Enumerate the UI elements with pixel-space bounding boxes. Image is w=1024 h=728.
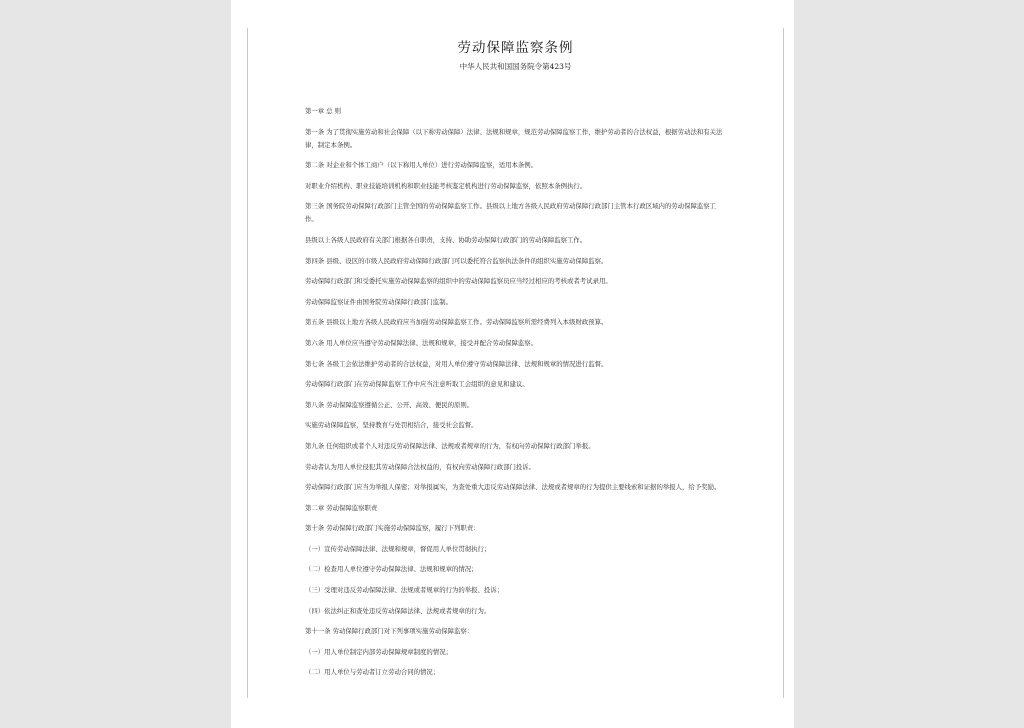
document-page: [247, 28, 784, 698]
document-paragraph: 县级以上各级人民政府有关部门根据各自职责，支持、协助劳动保障行政部门的劳动保障监察工作。: [305, 235, 587, 244]
document-paragraph: 劳动保障行政部门在劳动保障监察工作中应当注意听取工会组织的意见和建议。: [305, 380, 529, 389]
document-paragraph: （三）受理对违反劳动保障法律、法规或者规章的行为的举报、投诉；: [305, 586, 504, 595]
document-paragraph: 第六条 用人单位应当遵守劳动保障法律、法规和规章，接受并配合劳动保障监察。: [305, 338, 538, 347]
document-paragraph: 第九条 任何组织或者个人对违反劳动保障法律、法规或者规章的行为，有权向劳动保障行政部门举报。: [305, 441, 595, 450]
document-paragraph: 第一章 总 则: [305, 107, 342, 115]
document-paragraph: （四）依法纠正和查处违反劳动保障法律、法规或者规章的行为。: [305, 606, 491, 615]
document-paragraph: 对职业介绍机构、职业技能培训机构和职业技能考核鉴定机构进行劳动保障监察，依照本条例执行。: [305, 181, 587, 190]
document-subtitle: 中华人民共和国国务院令第423号: [459, 62, 572, 71]
document-paragraph: 第四条 县级、设区的市级人民政府劳动保障行政部门可以委托符合监察执法条件的组织实施劳动保障监察。: [305, 256, 608, 265]
document-paragraph: （二）检查用人单位遵守劳动保障法律、法规和规章的情况；: [305, 565, 478, 574]
document-paragraph: 实施劳动保障监察，坚持教育与处罚相结合，接受社会监督。: [305, 421, 478, 430]
document-paragraph: 第五条 县级以上地方各级人民政府应当加强劳动保障监察工作。劳动保障监察所需经费列入本级财政预算。: [305, 318, 608, 327]
document-paragraph: 第十一条 劳动保障行政部门对下列事项实施劳动保障监察：: [305, 627, 474, 636]
document-paragraph: （一）用人单位制定内部劳动保障规章制度的情况；: [305, 647, 452, 656]
document-paragraph: 第二章 劳动保障监察职责: [305, 503, 378, 512]
document-paragraph: 第三条 国务院劳动保障行政部门主管全国的劳动保障监察工作。县级以上地方各级人民政府劳动保障行政部门主管本行政区域内的劳动保障监察工作。: [305, 202, 717, 224]
document-paragraph: 劳动保障监察证件由国务院劳动保障行政部门监制。: [305, 297, 452, 306]
document-paragraph: （二）用人单位与劳动者订立劳动合同的情况；: [305, 668, 440, 677]
document-body: [305, 105, 725, 687]
document-paragraph: 第八条 劳动保障监察遵循公正、公开、高效、便民的原则。: [305, 400, 474, 409]
document-paragraph: 劳动保障行政部门和受委托实施劳动保障监察的组织中的劳动保障监察员应当经过相应的考核或者考试录用。: [305, 277, 612, 286]
document-paragraph: 第二条 对企业和个体工商户（以下称用人单位）进行劳动保障监察，适用本条例。: [305, 161, 538, 170]
document-paragraph: 劳动保障行政部门应当为举报人保密；对举报属实，为查处重大违反劳动保障法律、法规或者规章的行为提供主要线索和证据的举报人，给予奖励。: [305, 483, 721, 492]
document-paragraph: 第一条 为了贯彻实施劳动和社会保障（以下称劳动保障）法律、法规和规章，规范劳动保障监察工作，维护劳动者的合法权益，根据劳动法和有关法律，制定本条例。: [305, 127, 723, 149]
document-paragraph: 劳动者认为用人单位侵犯其劳动保障合法权益的，有权向劳动保障行政部门投诉。: [305, 462, 536, 471]
document-title: 劳动保障监察条例: [457, 40, 574, 56]
document-paragraph: （一）宣传劳动保障法律、法规和规章，督促用人单位贯彻执行；: [305, 544, 491, 553]
document-paragraph: 第七条 各级工会依法维护劳动者的合法权益，对用人单位遵守劳动保障法律、法规和规章的情况进行监督。: [305, 359, 608, 368]
document-paragraph: 第十条 劳动保障行政部门实施劳动保障监察，履行下列职责：: [305, 524, 480, 533]
